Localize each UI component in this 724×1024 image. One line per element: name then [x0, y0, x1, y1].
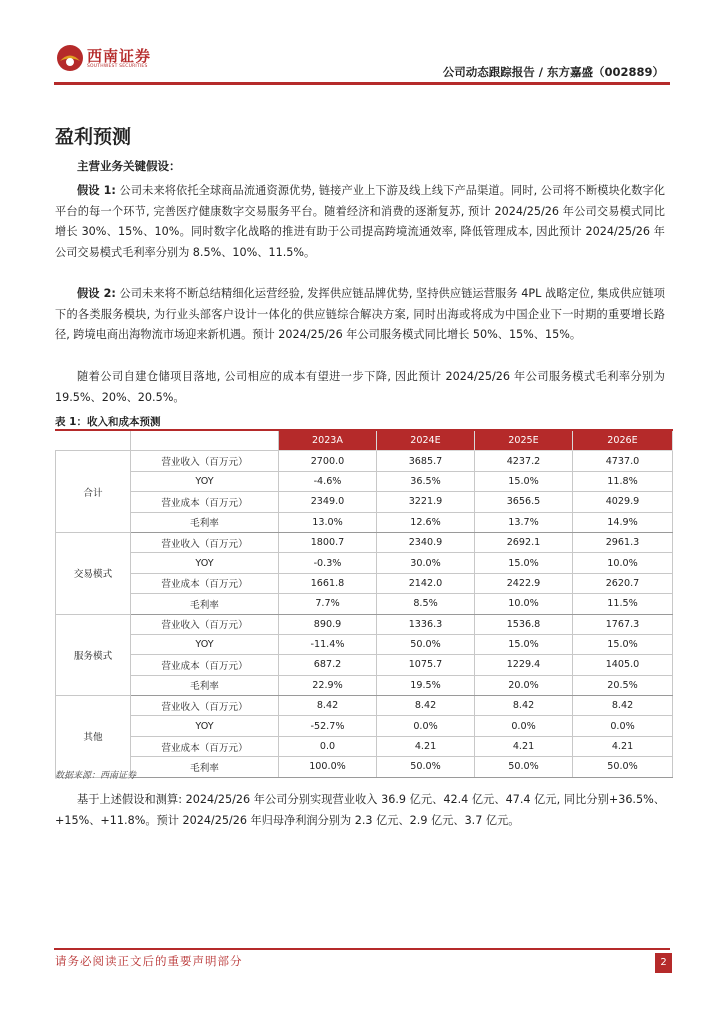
row-label: 毛利率 [131, 757, 279, 777]
logo-emblem-icon [56, 44, 84, 72]
table-cell: 22.9% [279, 675, 377, 695]
group-label: 其他 [56, 696, 131, 778]
row-label: 营业成本（百万元） [131, 736, 279, 756]
table-header-row [56, 430, 673, 451]
page-header [0, 0, 724, 84]
row-label: 营业收入（百万元） [131, 451, 279, 471]
year-header: 2024E [377, 430, 475, 451]
row-label: YOY [131, 634, 279, 654]
table-cell: 11.8% [573, 471, 673, 491]
table-caption: 表 1：收入和成本预测 [55, 416, 161, 428]
table-cell: 2340.9 [377, 532, 475, 552]
table-cell: 0.0 [279, 736, 377, 756]
table-row [56, 573, 673, 593]
table-cell: 13.0% [279, 512, 377, 532]
table-row [56, 553, 673, 573]
header-blank-cell [131, 430, 279, 451]
table-cell: 890.9 [279, 614, 377, 634]
table-cell: 687.2 [279, 655, 377, 675]
table-cell: 50.0% [377, 634, 475, 654]
table-row [56, 594, 673, 614]
table-cell: 15.0% [475, 634, 573, 654]
table-cell: 15.0% [573, 634, 673, 654]
table-cell: 3221.9 [377, 492, 475, 512]
table-cell: 0.0% [475, 716, 573, 736]
table-cell: 4029.9 [573, 492, 673, 512]
table-cell: 4.21 [377, 736, 475, 756]
table-cell: 50.0% [573, 757, 673, 777]
company-logo [56, 44, 156, 74]
table-cell: 30.0% [377, 553, 475, 573]
table-cell: 15.0% [475, 553, 573, 573]
row-label: 毛利率 [131, 594, 279, 614]
table-row [56, 675, 673, 695]
table-cell: 1229.4 [475, 655, 573, 675]
table-cell: 1767.3 [573, 614, 673, 634]
table-source-note: 数据来源：西南证券 [55, 771, 137, 781]
forecast-table [55, 429, 672, 778]
table-cell: -52.7% [279, 716, 377, 736]
assumption-2-lead: 假设 2: [77, 287, 116, 300]
row-label: YOY [131, 553, 279, 573]
table-cell: -4.6% [279, 471, 377, 491]
footer-divider [54, 948, 670, 950]
row-label: 营业成本（百万元） [131, 573, 279, 593]
table-cell: 1536.8 [475, 614, 573, 634]
table-row [56, 471, 673, 491]
group-label: 服务模式 [56, 614, 131, 696]
table-cell: 7.7% [279, 594, 377, 614]
assumption-1-paragraph [55, 181, 665, 263]
table-cell: 4237.2 [475, 451, 573, 471]
table-cell: 1075.7 [377, 655, 475, 675]
year-header: 2025E [475, 430, 573, 451]
table-cell: 1800.7 [279, 532, 377, 552]
table-cell: 10.0% [475, 594, 573, 614]
table-row [56, 634, 673, 654]
table-cell: 1661.8 [279, 573, 377, 593]
table-cell: 8.42 [279, 696, 377, 716]
table-row [56, 614, 673, 634]
table-row [56, 532, 673, 552]
table-row [56, 655, 673, 675]
table-cell: 0.0% [377, 716, 475, 736]
conclusion-paragraph: 基于上述假设和测算: 2024/25/26 年公司分别实现营业收入 36.9 亿元、42.4 亿元、47.4 亿元, 同比分别+36.5%、+15%、+11.8%。预计 2024/25/26 年归母净利润分别为 2.3 亿元、2.9 亿元、3.7 亿元。 [55, 793, 665, 827]
assumption-1-lead: 假设 1: [77, 184, 116, 197]
group-label: 合计 [56, 451, 131, 533]
table-row [56, 716, 673, 736]
assumption-3-paragraph: 随着公司自建仓储项目落地, 公司相应的成本有望进一步下降, 因此预计 2024/25/26 年公司服务模式毛利率分别为 19.5%、20%、20.5%。 [55, 370, 665, 404]
assumption-2-text: 公司未来将不断总结精细化运营经验, 发挥供应链品牌优势, 坚持供应链运营服务 4PL 战略定位, 集成供应链项下的各类服务模块, 为行业头部客户设计一体化的供应链综合解决方案, 同时出海或将成为中国企业下一时期的重要增长路径, 跨境电商出海物流市场迎来新机遇。预计 2024/25/26 年公司服务模式同比增长 50%、15%、15%。 [55, 287, 665, 341]
table-cell: 2700.0 [279, 451, 377, 471]
table-cell: 2422.9 [475, 573, 573, 593]
row-label: 毛利率 [131, 675, 279, 695]
table-row [56, 696, 673, 716]
section-title: 盈利预测 [55, 126, 132, 148]
page-number: 2 [655, 953, 672, 973]
row-label: 营业成本（百万元） [131, 655, 279, 675]
table-cell: -0.3% [279, 553, 377, 573]
table-cell: 8.42 [377, 696, 475, 716]
row-label: 营业收入（百万元） [131, 532, 279, 552]
table-cell: 8.42 [475, 696, 573, 716]
table-cell: 0.0% [573, 716, 673, 736]
table-cell: 2142.0 [377, 573, 475, 593]
row-label: YOY [131, 716, 279, 736]
table-cell: 1336.3 [377, 614, 475, 634]
group-label: 交易模式 [56, 532, 131, 614]
table-cell: 10.0% [573, 553, 673, 573]
row-label: 营业收入（百万元） [131, 614, 279, 634]
table-cell: 13.7% [475, 512, 573, 532]
table-row [56, 757, 673, 777]
table-cell: 100.0% [279, 757, 377, 777]
table-cell: 20.5% [573, 675, 673, 695]
row-label: 营业成本（百万元） [131, 492, 279, 512]
table-cell: 50.0% [475, 757, 573, 777]
table-cell: 2692.1 [475, 532, 573, 552]
table-row [56, 512, 673, 532]
table-cell: 36.5% [377, 471, 475, 491]
table-cell: 19.5% [377, 675, 475, 695]
row-label: YOY [131, 471, 279, 491]
table-row [56, 492, 673, 512]
disclaimer-note: 请务必阅读正文后的重要声明部分 [55, 954, 243, 968]
table-cell: -11.4% [279, 634, 377, 654]
table-cell: 4737.0 [573, 451, 673, 471]
assumption-2-paragraph [55, 284, 665, 346]
header-blank-cell [56, 430, 131, 451]
table-cell: 11.5% [573, 594, 673, 614]
report-header-title: 公司动态跟踪报告 / 东方嘉盛（002889） [442, 65, 664, 79]
header-divider [54, 82, 670, 85]
logo-text-cn: 西南证券 [87, 47, 152, 65]
table-cell: 3656.5 [475, 492, 573, 512]
assumption-1-text: 公司未来将依托全球商品流通资源优势, 链接产业上下游及线上线下产品渠道。同时, 公司将不断模块化数字化平台的每一个环节, 完善医疗健康数字交易服务平台。随着经济和消费的逐渐复苏, 预计 2024/25/26 年公司交易模式同比增长 30%、15%、10%。同时数字化战略的推进有助于公司提高跨境流通效率, 降低管理成本, 因此预计 2024/25/26 年公司交易模式毛利率分别为 8.5%、10%、11.5%。 [55, 184, 665, 259]
table-cell: 50.0% [377, 757, 475, 777]
table-cell: 8.42 [573, 696, 673, 716]
year-header: 2023A [279, 430, 377, 451]
table-cell: 1405.0 [573, 655, 673, 675]
table-row [56, 736, 673, 756]
sub-heading: 主营业务关键假设： [77, 159, 181, 173]
row-label: 营业收入（百万元） [131, 696, 279, 716]
table-row [56, 451, 673, 471]
year-header: 2026E [573, 430, 673, 451]
table-cell: 2349.0 [279, 492, 377, 512]
table-cell: 3685.7 [377, 451, 475, 471]
table-cell: 14.9% [573, 512, 673, 532]
row-label: 毛利率 [131, 512, 279, 532]
table-cell: 4.21 [573, 736, 673, 756]
table-cell: 20.0% [475, 675, 573, 695]
table-cell: 8.5% [377, 594, 475, 614]
table-cell: 15.0% [475, 471, 573, 491]
table-cell: 2620.7 [573, 573, 673, 593]
table-cell: 2961.3 [573, 532, 673, 552]
logo-text-en: SOUTHWEST SECURITIES [87, 64, 148, 69]
table-cell: 4.21 [475, 736, 573, 756]
table-cell: 12.6% [377, 512, 475, 532]
